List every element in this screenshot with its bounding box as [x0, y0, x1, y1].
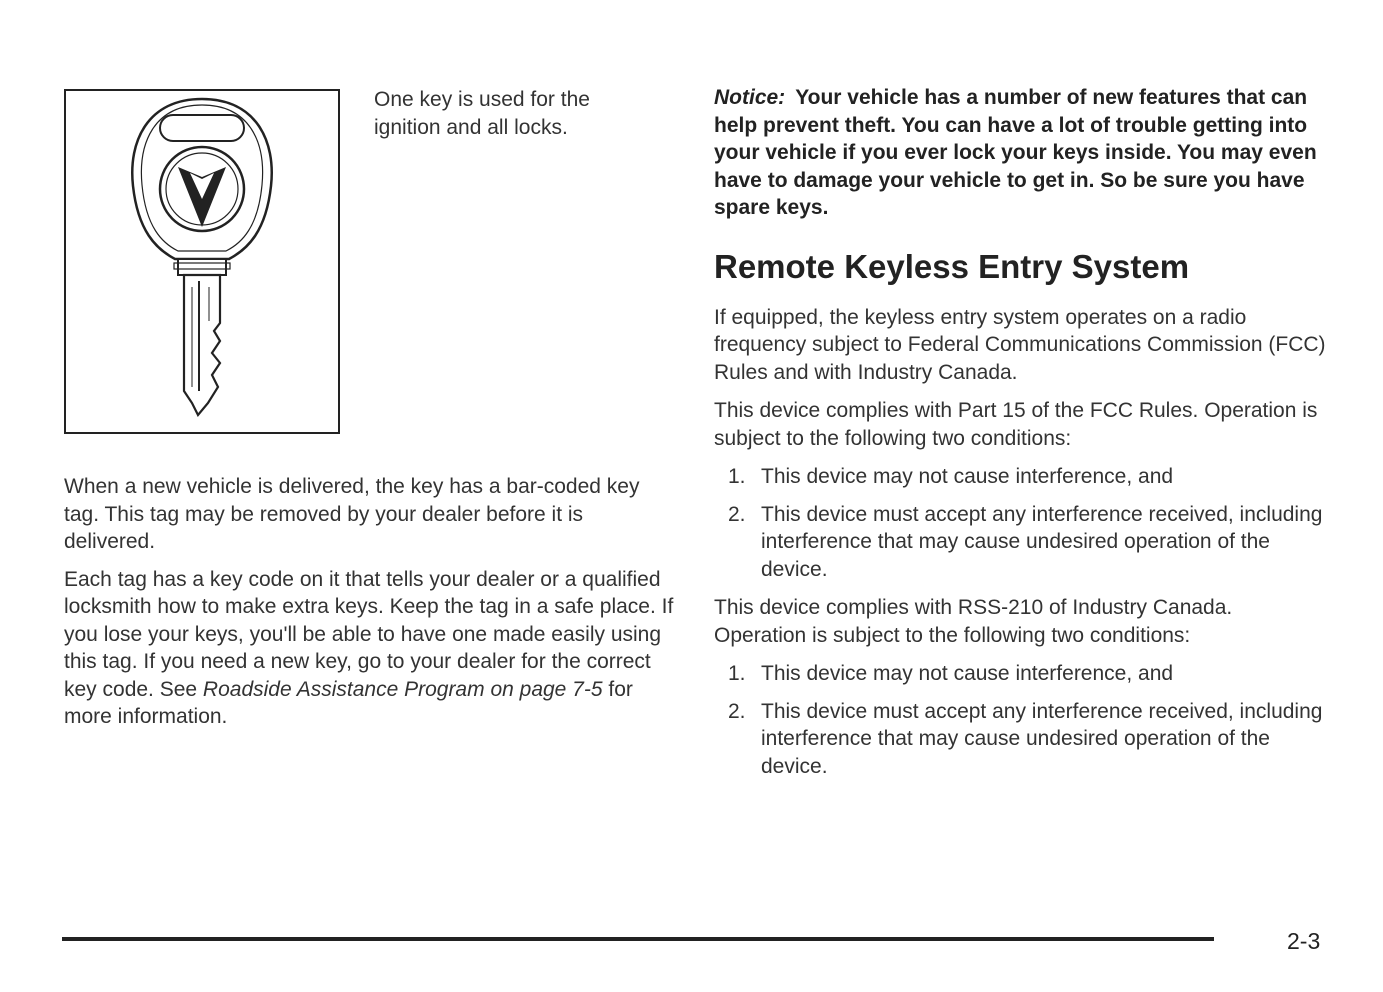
notice-label: Notice: — [714, 86, 786, 109]
list-text: This device may not cause interference, and — [761, 662, 1174, 685]
notice-text: Your vehicle has a number of new features that can help prevent theft. You can have a lot of trouble getting into your vehicle if you ever lock your keys inside. You may even have to damage your vehicle to get in. So be sure you have spare keys. — [714, 86, 1317, 219]
delivery-paragraph: When a new vehicle is delivered, the key has a bar-coded key tag. This tag may be removed by your dealer before it is delivered. — [64, 475, 640, 553]
fcc-statement: This device complies with Part 15 of the FCC Rules. Operation is subject to the following two conditions: — [714, 399, 1318, 450]
key-caption: One key is used for the ignition and all locks. — [374, 88, 590, 139]
key-code-text-end: for more information. — [64, 677, 633, 728]
page-number: 2-3 — [1287, 928, 1321, 954]
list-number: 1. — [728, 465, 746, 488]
list-number: 1. — [728, 662, 746, 685]
key-tag-description — [64, 473, 674, 741]
list-item — [714, 660, 1329, 688]
list-text: This device may not cause interference, and — [761, 465, 1174, 488]
roadside-assistance-reference[interactable]: Roadside Assistance Program on page 7-5 — [202, 677, 603, 701]
list-item — [714, 698, 1329, 781]
key-illustration-frame — [64, 89, 340, 434]
key-code-paragraph — [64, 566, 674, 731]
keyless-intro: If equipped, the keyless entry system operates on a radio frequency subject to Federal Communications Commission (FCC) Rules and with Industry Canada. — [714, 305, 1326, 384]
fcc-conditions-list — [714, 463, 1329, 583]
list-text: This device must accept any interference received, including interference that may cause undesired operation of the device. — [761, 502, 1323, 581]
pontiac-key-icon — [66, 91, 338, 432]
section-title: Remote Keyless Entry System — [714, 247, 1190, 285]
list-text: This device must accept any interference received, including interference that may cause undesired operation of the device. — [761, 699, 1323, 778]
right-column — [714, 84, 1329, 791]
theft-notice — [714, 84, 1329, 222]
rss-conditions-list — [714, 660, 1329, 780]
list-item — [714, 501, 1329, 584]
footer-rule — [62, 937, 1214, 941]
list-item — [714, 463, 1329, 491]
key-code-text: Each tag has a key code on it that tells your dealer or a qualified locksmith how to make extra keys. Keep the tag in a safe place. If you lose your keys, you'll be able to have one made easily using this tag. If you need a new key, go to your dealer for the correct key code. See — [64, 567, 674, 701]
rss-statement: This device complies with RSS-210 of Industry Canada. Operation is subject to the following two conditions: — [714, 596, 1233, 647]
list-number: 2. — [728, 502, 746, 526]
list-number: 2. — [728, 699, 746, 723]
